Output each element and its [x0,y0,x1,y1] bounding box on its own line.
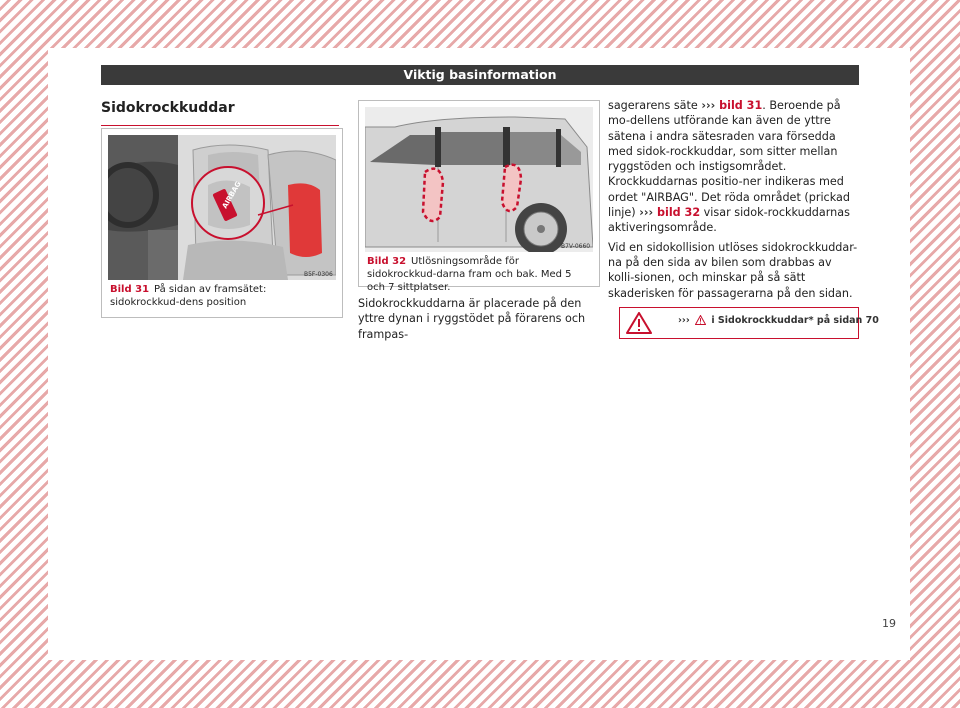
p1-text-3: visar sidok-rockkuddarnas aktiveringsområde. [608,206,850,235]
p1-text-2: . Beroende på mo-dellens utförande kan även de yttre sätena i andra sätesraden vara försedda med sidok-rockkuddar, som sitter mellan ryggstöden och instigsområdet. Krockkuddarnas positio-ner indikeras med ordet "AIRBAG". Det röda området (prickad linje) [608,99,850,220]
link-bild-32[interactable]: bild 32 [653,206,701,220]
warning-arrow: ››› [678,315,690,326]
warning-small-icon [695,315,706,325]
figure-32 [358,100,600,293]
figure-31-label: Bild 31 [110,284,150,295]
middle-column-text [358,296,603,346]
figure-32-code: B7V-0660 [561,243,591,250]
link-bild-31[interactable]: bild 31 [715,99,763,112]
figure-32-caption-text: Utlösningsområde för sidokrockkud-darna fram och bak. Med 5 och 7 sittplatser. [367,256,572,293]
p1-text-1: sagerarens säte [608,99,702,112]
figure-32-caption [367,255,591,294]
warning-reference[interactable] [678,315,879,326]
warning-triangle-icon [626,312,652,334]
middle-paragraph: Sidokrockkuddarna är placerade på den yttre dynan i ryggstödet på förarens och frampas- [358,297,586,341]
ref-arrow-1: ››› [701,99,716,112]
warning-text: i Sidokrockkuddar* på sidan 70 [708,315,879,326]
figure-31-image [108,135,336,280]
figure-31-code: B5F-0306 [304,271,333,278]
right-column-text [608,98,861,305]
section-title: Sidokrockkuddar [101,100,339,126]
figure-32-label: Bild 32 [367,256,407,267]
page-number: 19 [882,617,896,630]
right-paragraph-2: Vid en sidokollision utlöses sidokrockkuddar-na på den sida av bilen som drabbas av kolli-sionen, och minskar på så sätt skaderisken för passagerarna på den sidan. [608,240,858,300]
warning-box [619,307,879,339]
figure-31-caption-text: På sidan av framsätet: sidokrockkud-dens position [110,284,267,308]
figure-31 [101,128,343,318]
airbag-label: AIRBAG [220,180,243,210]
figure-32-image [365,107,593,252]
header-bar: Viktig basinformation [101,65,859,85]
figure-31-caption [110,283,334,309]
ref-arrow-2: ››› [639,206,654,220]
page [48,48,910,660]
right-paragraph-1 [608,98,861,236]
